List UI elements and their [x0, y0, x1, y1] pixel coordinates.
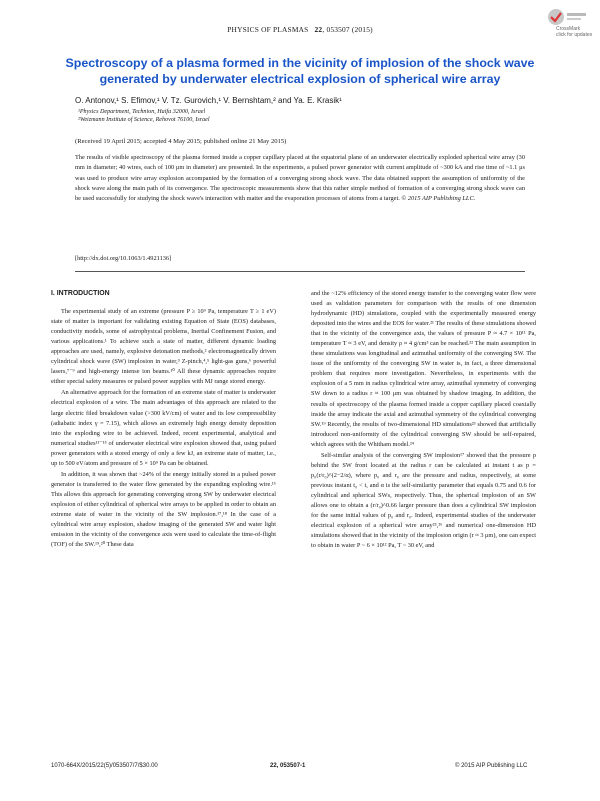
doi-link[interactable]: [http://dx.doi.org/10.1063/1.4921136]: [75, 255, 172, 262]
journal-header: PHYSICS OF PLASMAS 22, 053507 (2015): [227, 25, 373, 34]
journal-name: PHYSICS OF PLASMAS: [227, 25, 309, 34]
author-list: O. Antonov,¹ S. Efimov,¹ V. Tz. Gurovich,¹ V. Bernshtam,² and Ya. E. Krasik¹: [75, 96, 342, 105]
footer-issn: 1070-664X/2015/22(5)/053507/7/$30.00: [51, 763, 158, 769]
crossmark-label: CrossMark: [556, 26, 581, 32]
paragraph: The experimental study of an extreme (pressure P ≥ 10⁹ Pa, temperature T ≥ 1 eV) state of matter is important for validating existing Equation of State (EOS) databases, conductivity models, some of astrophysical problems, Inertial Confinement Fusion, and various applications.¹ To achieve such a state of matter, different dynamic loading approaches are used, namely, explosive detonation methods,² electromagnetically driven cylindrical shock wave (SW) implosion in water,³ Z-pinch,⁴,⁵ light-gas guns,⁶ powerful lasers,⁷⁻⁹ and high-energy intense ion beams.¹⁰ All these dynamic approaches require either special safety measures or pulsed power supplies with MJ range stored energy.: [51, 308, 276, 386]
section-heading: I. INTRODUCTION: [51, 290, 110, 297]
paragraph: An alternative approach for the formation of an extreme state of matter is underwater electrical explosion of a wire. The main advantages of this approach are related to the large electric filed breakdown value (>300 kV/cm) of water and its low compressibility (adiabatic index γ = 7.15), which allows an extremely high energy density deposition into the exploding wire to be achieved. Indeed, recent experimental, analytical and numerical studies¹¹⁻¹⁵ of underwater electrical wire explosion showed that, using pulsed power generators with a stored energy of only a few kJ, an extreme state of matter, i.e., up to 500 eV/atom and pressure of 5 × 10⁹ Pa can be obtained.: [51, 389, 276, 467]
publication-dates: (Received 19 April 2015; accepted 4 May 2015; published online 21 May 2015): [75, 138, 287, 145]
article-number: 053507 (2015): [326, 25, 373, 34]
affiliation-1: ¹Physics Department, Technion, Haifa 32000, Israel: [78, 109, 206, 115]
crossmark-caption: [556, 26, 592, 38]
affiliation-2: ²Weizmann Institute of Science, Rehovot 76100, Israel: [78, 117, 210, 123]
paragraph: In addition, it was shown that ~24% of the energy initially stored in a pulsed power generator is transferred to the water flow generated by the expanding exploding wire.¹⁶ This allows this approach for generating converging strong SW by underwater electrical explosion of either cylindrical of spherical wire arrays to be applied in order to obtain an extreme state of water in the vicinity of the SW implosion.¹⁷,¹⁸ In the case of a cylindrical wire array explosion, shadow imaging of the generated SW and water light emission in the vicinity of the convergence axis were used to calculate the time-of-flight (TOF) of the SW.¹⁹,²⁰ These data: [51, 470, 276, 549]
crossmark-sub: click for updates: [556, 32, 593, 38]
paper-title: Spectroscopy of a plasma formed in the vicinity of implosion of the shock wave generated by underwater electrical explosion of spherical wire array: [65, 56, 535, 86]
paragraph: Self-similar analysis of the converging SW implosion¹⁷ showed that the pressure p behind the SW front located at the radius r can be calculated at instant t as p = p₀(r/r₀)^(2−2/α), where p₀ and r₀ are the pressure and radius, respectively, at some previous instant t₀ < t, and α is the self-similarity parameter that equals 0.75 and 0.6 for cylindrical and spherical SWs, respectively. Thus, the spherical implosion of an SW allows one to obtain a (r/r₀)^0.66 larger pressure than does a cylindrical SW implosion for the same initial values of p₀ and r₀. Indeed, experimental studies of the underwater electrical explosion of a spherical wire array²⁵,²⁶ and numerical one-dimension HD simulations showed that in the vicinity of the implosion origin (r ≈ 3 μm), one can expect to obtain in water P ~ 6 × 10¹² Pa, T ~ 30 eV, and: [311, 451, 536, 550]
divider: [75, 271, 525, 272]
footer-copyright: © 2015 AIP Publishing LLC: [455, 763, 528, 769]
abstract-copyright: © 2015 AIP Publishing LLC.: [401, 195, 476, 202]
left-column: [51, 289, 276, 550]
abstract: [75, 153, 525, 204]
crossmark-icon: [546, 7, 588, 27]
footer-page: 22, 053507-1: [270, 763, 306, 769]
abstract-text: The results of visible spectroscopy of the plasma formed inside a copper capillary placed at the equatorial plane of an underwater electrically exploded spherical wire array (30 mm in diameter; 40 wires, each of 100 μm in diameter) are presented. In the experiments, a pulsed power generator with current amplitude of ~300 kA and rise time of ~1.1 μs was used to produce wire array explosion accompanied by the formation of a converging strong shock wave. The data obtained support the assumption of uniformity of the shock wave along the main path of its convergence. The spectroscopic measurements show that this rather simple method of formation of a converging strong shock wave can be used successfully for studying the shock wave's interaction with matter and the evaporation processes of atoms from a target.: [75, 154, 525, 202]
paragraph: and the ~12% efficiency of the stored energy transfer to the converging water flow were used as validation parameters for comparison with the results of one dimension hydrodynamic (HD) simulations, coupled with the experimentally measured energy deposited into the wires and the EOS for water.²¹ The results of these simulations showed that in the vicinity of the convergence axis, the values of pressure P ≈ 4.7 × 10¹¹ Pa, temperature T ≈ 3 eV, and density ρ ≈ 4 g/cm³ can be reached.²² The main assumption in these simulations was longitudinal and azimuthal uniformity of the converging SW. The issue of the uniformity of the converging SW in water is, in fact, a three dimensional problem that requires more investigation. Nevertheless, in experiments with the explosion of a 5 mm in radius cylindrical wire array, azimuthal symmetry of converging SW down to a radius r ≈ 100 μm was obtained by shadow imaging. In addition, the results of spectroscopy of the plasma formed inside a copper capillary placed coaxially inside the array indicate the axial and azimuthal symmetry of the cylindrical converging SW.¹⁹ Recently, the results of two-dimensional HD simulations²³ showed that artificially introduced non-uniformity of the cylindrical converging SW should be self-repaired, which agrees with the Whitham model.²⁴: [311, 290, 536, 448]
journal-volume: 22: [314, 25, 323, 34]
right-column: [311, 289, 536, 551]
